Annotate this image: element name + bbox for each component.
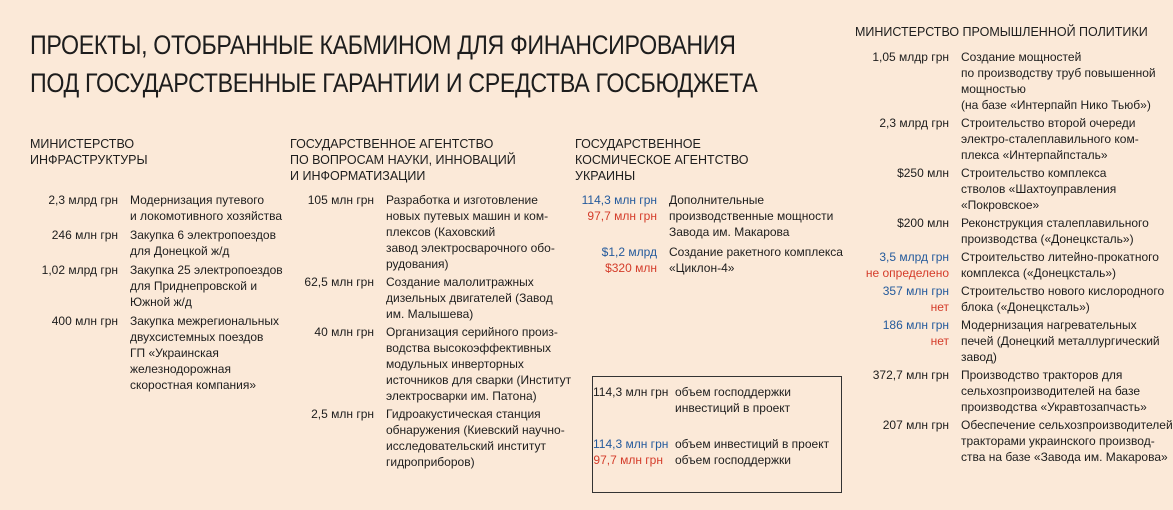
space-item [575, 192, 835, 240]
industry-description-line: плекса «Интерпайпсталь» [961, 148, 1108, 162]
industry-amount [855, 215, 961, 247]
science-amount [290, 274, 386, 322]
science-amount [290, 406, 386, 470]
title-line-1: ПРОЕКТЫ, ОТОБРАННЫЕ КАБМИНОМ ДЛЯ ФИНАНСИРОВАНИЯ [30, 30, 736, 60]
infra-description-line: ГП «Украинская [130, 346, 219, 360]
industry-description-line: «Покровское» [961, 198, 1040, 212]
industry-amount [855, 49, 961, 113]
industry-amount [855, 249, 961, 281]
science-description [386, 406, 565, 470]
science-item [290, 324, 572, 404]
space-description-line: Завода им. Макарова [669, 225, 790, 239]
legend-description [675, 384, 841, 416]
industry-description-line: ства на базе «Завода им. Макарова» [961, 450, 1168, 464]
industry-column [855, 24, 1173, 467]
space-amount-value: $320 млн [605, 261, 657, 275]
industry-description-line: стволов «Шахтоуправления [961, 182, 1117, 196]
science-amount-value: 62,5 млн грн [304, 275, 374, 289]
science-column [290, 136, 572, 472]
industry-description-line: Строительство второй очереди [961, 116, 1136, 130]
page-title [30, 26, 758, 102]
infra-description [130, 192, 282, 224]
space-description [669, 244, 843, 276]
industry-amount-value: 207 млн грн [882, 418, 949, 432]
legend-description-line: объем господдержки [675, 385, 791, 399]
space-amount-value: 114,3 млн грн [581, 193, 657, 207]
infra-amount [30, 262, 130, 310]
science-description [386, 192, 560, 272]
legend-row [593, 384, 841, 416]
space-amount [575, 192, 669, 240]
industry-description [961, 283, 1164, 315]
infra-item [30, 227, 276, 259]
industry-item [855, 49, 1156, 113]
infra-description-line: Закупка 6 электропоездов [130, 228, 276, 242]
science-list [290, 192, 572, 470]
infra-amount-value: 2,3 млрд грн [48, 193, 118, 207]
science-description-line: источников для сварки (Институт [386, 373, 572, 387]
infra-description-line: Закупка 25 электропоездов [130, 263, 283, 277]
science-description-line: плексов (Каховский [386, 225, 496, 239]
infra-heading: МИНИСТЕРСТВО ИНФРАСТРУКТУРЫ [30, 137, 148, 167]
science-description-line: Разработка и изготовление [386, 193, 538, 207]
infra-amount [30, 227, 130, 259]
science-description-line: рудования) [386, 257, 449, 271]
legend-description [675, 452, 841, 468]
science-description-line: модульных инверторных [386, 357, 524, 371]
industry-item [855, 283, 1165, 315]
industry-description-line: (на базе «Интерпайп Нико Тьюб») [961, 98, 1151, 112]
industry-description-line: Обеспечение сельхозпроизводителей [961, 418, 1173, 432]
industry-amount [855, 417, 961, 465]
industry-description-line: Реконструкция сталеплавильного [961, 216, 1149, 230]
industry-description-line: мощностью [961, 82, 1026, 96]
industry-amount-value: 186 млн грн [882, 318, 949, 332]
industry-description-line: производства «Укравтозапчасть» [961, 400, 1147, 414]
space-column [575, 136, 843, 280]
science-description-line: завод электросварочного обо- [386, 241, 555, 255]
infra-item [30, 262, 283, 310]
industry-description-line: Модернизация нагревательных [961, 318, 1137, 332]
science-description-line: водства высокоэффективных [386, 341, 552, 355]
industry-amount-value: 3,5 млрд грн [879, 250, 949, 264]
legend-amount: 114,3 млн грн [593, 385, 669, 399]
industry-item [855, 115, 1145, 163]
space-description-line: «Циклон-4» [669, 261, 735, 275]
industry-description-line: тракторами украинского производ- [961, 434, 1155, 448]
industry-item [855, 317, 1160, 365]
industry-description [961, 367, 1147, 415]
infra-column [30, 136, 283, 396]
industry-description [961, 49, 1156, 113]
industry-description-line: Строительство литейно-прокатного [961, 250, 1159, 264]
legend-description-line: объем господдержки [675, 453, 791, 467]
science-heading: ГОСУДАРСТВЕННОЕ АГЕНТСТВО ПО ВОПРОСАМ НАУКИ, ИННОВАЦИЙ И ИНФОРМАТИЗАЦИИ [290, 137, 516, 183]
industry-amount [855, 165, 961, 213]
infra-description [130, 262, 283, 310]
space-amount-value: $1,2 млрд [601, 245, 657, 259]
science-description-line: Организация серийного произ- [386, 325, 558, 339]
industry-amount-value: 357 млн грн [882, 284, 949, 298]
industry-description-line: Создание мощностей [961, 50, 1082, 64]
infra-description-line: и локомотивного хозяйства [130, 209, 283, 223]
science-description [386, 274, 560, 322]
infra-description [130, 227, 276, 259]
industry-description-line: печей (Донецкий металлургический [961, 334, 1160, 348]
industry-description [961, 417, 1173, 465]
industry-amount [855, 283, 961, 315]
space-description-line: производственные мощности [669, 209, 834, 223]
science-description-line: дизельных двигателей (Завод [386, 291, 553, 305]
industry-description [961, 165, 1145, 213]
infra-description-line: Южной ж/д [130, 295, 192, 309]
industry-amount-value: нет [930, 300, 949, 314]
science-amount-value: 105 млн грн [307, 193, 374, 207]
industry-description-line: электро-сталеплавильного ком- [961, 132, 1139, 146]
infra-description [130, 313, 279, 393]
science-amount [290, 324, 386, 404]
industry-description-line: Производство тракторов для [961, 368, 1123, 382]
science-description-line: гидроприборов) [386, 455, 475, 469]
industry-description-line: по производству труб повышенной [961, 66, 1156, 80]
industry-amount-value: не определено [865, 266, 949, 280]
space-description [669, 192, 835, 240]
infra-description-line: Модернизация путевого [130, 193, 265, 207]
legend-description [675, 436, 841, 452]
industry-item [855, 417, 1173, 465]
space-description-line: Дополнительные [669, 193, 764, 207]
infra-item [30, 192, 283, 224]
science-item [290, 274, 560, 322]
industry-description [961, 215, 1149, 247]
industry-item [855, 165, 1145, 213]
industry-description [961, 249, 1159, 281]
legend-description-line: объем инвестиций в проект [675, 437, 830, 451]
science-description-line: им. Малышева) [386, 307, 474, 321]
infra-list [30, 192, 283, 393]
industry-description-line: производства («Донецксталь») [961, 232, 1134, 246]
space-list [575, 192, 843, 276]
science-description [386, 324, 571, 404]
industry-description-line: завод) [961, 350, 997, 364]
legend-amount: 97,7 млн грн [593, 453, 663, 467]
infra-description-line: для Приднепровской и [130, 279, 258, 293]
industry-item [855, 215, 1149, 247]
science-item [290, 192, 560, 272]
science-amount-value: 40 млн грн [314, 325, 374, 339]
industry-amount-value: 1,05 млдр грн [872, 50, 949, 64]
science-description-line: обнаружения (Киевский научно- [386, 423, 565, 437]
industry-amount-value: $250 млн [897, 166, 949, 180]
infra-amount-value: 400 млн грн [51, 314, 118, 328]
title-line-2: ПОД ГОСУДАРСТВЕННЫЕ ГАРАНТИИ И СРЕДСТВА ГОСБЮДЖЕТА [30, 68, 758, 98]
industry-amount-value: 372,7 млн грн [872, 368, 949, 382]
infra-description-line: Закупка межрегиональных [130, 314, 280, 328]
infra-description-line: для Донецкой ж/д [130, 244, 230, 258]
industry-description [961, 115, 1145, 163]
infra-amount [30, 192, 130, 224]
science-description-line: Создание малолитражных [386, 275, 534, 289]
space-heading: ГОСУДАРСТВЕННОЕ КОСМИЧЕСКОЕ АГЕНТСТВО УКРАИНЫ [575, 137, 749, 183]
industry-amount [855, 317, 961, 365]
industry-amount-value: 2,3 млрд грн [879, 116, 949, 130]
infra-item [30, 313, 280, 393]
infra-amount-value: 1,02 млрд грн [41, 263, 118, 277]
industry-item [855, 367, 1145, 415]
legend-row [593, 452, 841, 468]
infra-description-line: двухсистемных поездов [130, 330, 264, 344]
industry-description-line: сельхозпроизводителей на базе [961, 384, 1141, 398]
industry-amount [855, 367, 961, 415]
industry-description-line: Строительство комплекса [961, 166, 1107, 180]
legend-amount: 114,3 млн грн [593, 437, 669, 451]
science-amount [290, 192, 386, 272]
science-amount-value: 2,5 млн грн [311, 407, 374, 421]
infra-amount [30, 313, 130, 393]
legend-list [593, 377, 841, 468]
legend-box [592, 376, 842, 493]
infra-amount-value: 246 млн грн [51, 228, 118, 242]
science-description-line: новых путевых машин и ком- [386, 209, 549, 223]
infra-description-line: железнодорожная [130, 362, 231, 376]
space-description-line: Создание ракетного комплекса [669, 245, 843, 259]
industry-description-line: блока («Донецксталь») [961, 300, 1090, 314]
industry-description [961, 317, 1160, 365]
space-amount [575, 244, 669, 276]
industry-description-line: Строительство нового кислородного [961, 284, 1165, 298]
science-description-line: электросварки им. Патона) [386, 389, 537, 403]
science-description-line: Гидроакустическая станция [386, 407, 541, 421]
industry-amount-value: нет [930, 334, 949, 348]
industry-description-line: комплекса («Донецксталь») [961, 266, 1116, 280]
infra-description-line: скоростная компания» [130, 378, 257, 392]
industry-list [855, 49, 1173, 465]
industry-amount-value: $200 млн [897, 216, 949, 230]
legend-description-line: инвестиций в проект [675, 401, 791, 415]
industry-amount [855, 115, 961, 163]
science-item [290, 406, 565, 470]
legend-row [593, 436, 841, 452]
industry-item [855, 249, 1159, 281]
industry-heading: МИНИСТЕРСТВО ПРОМЫШЛЕННОЙ ПОЛИТИКИ [855, 25, 1148, 39]
science-description-line: исследовательский институт [386, 439, 546, 453]
space-amount-value: 97,7 млн грн [587, 209, 657, 223]
space-item [575, 244, 843, 276]
